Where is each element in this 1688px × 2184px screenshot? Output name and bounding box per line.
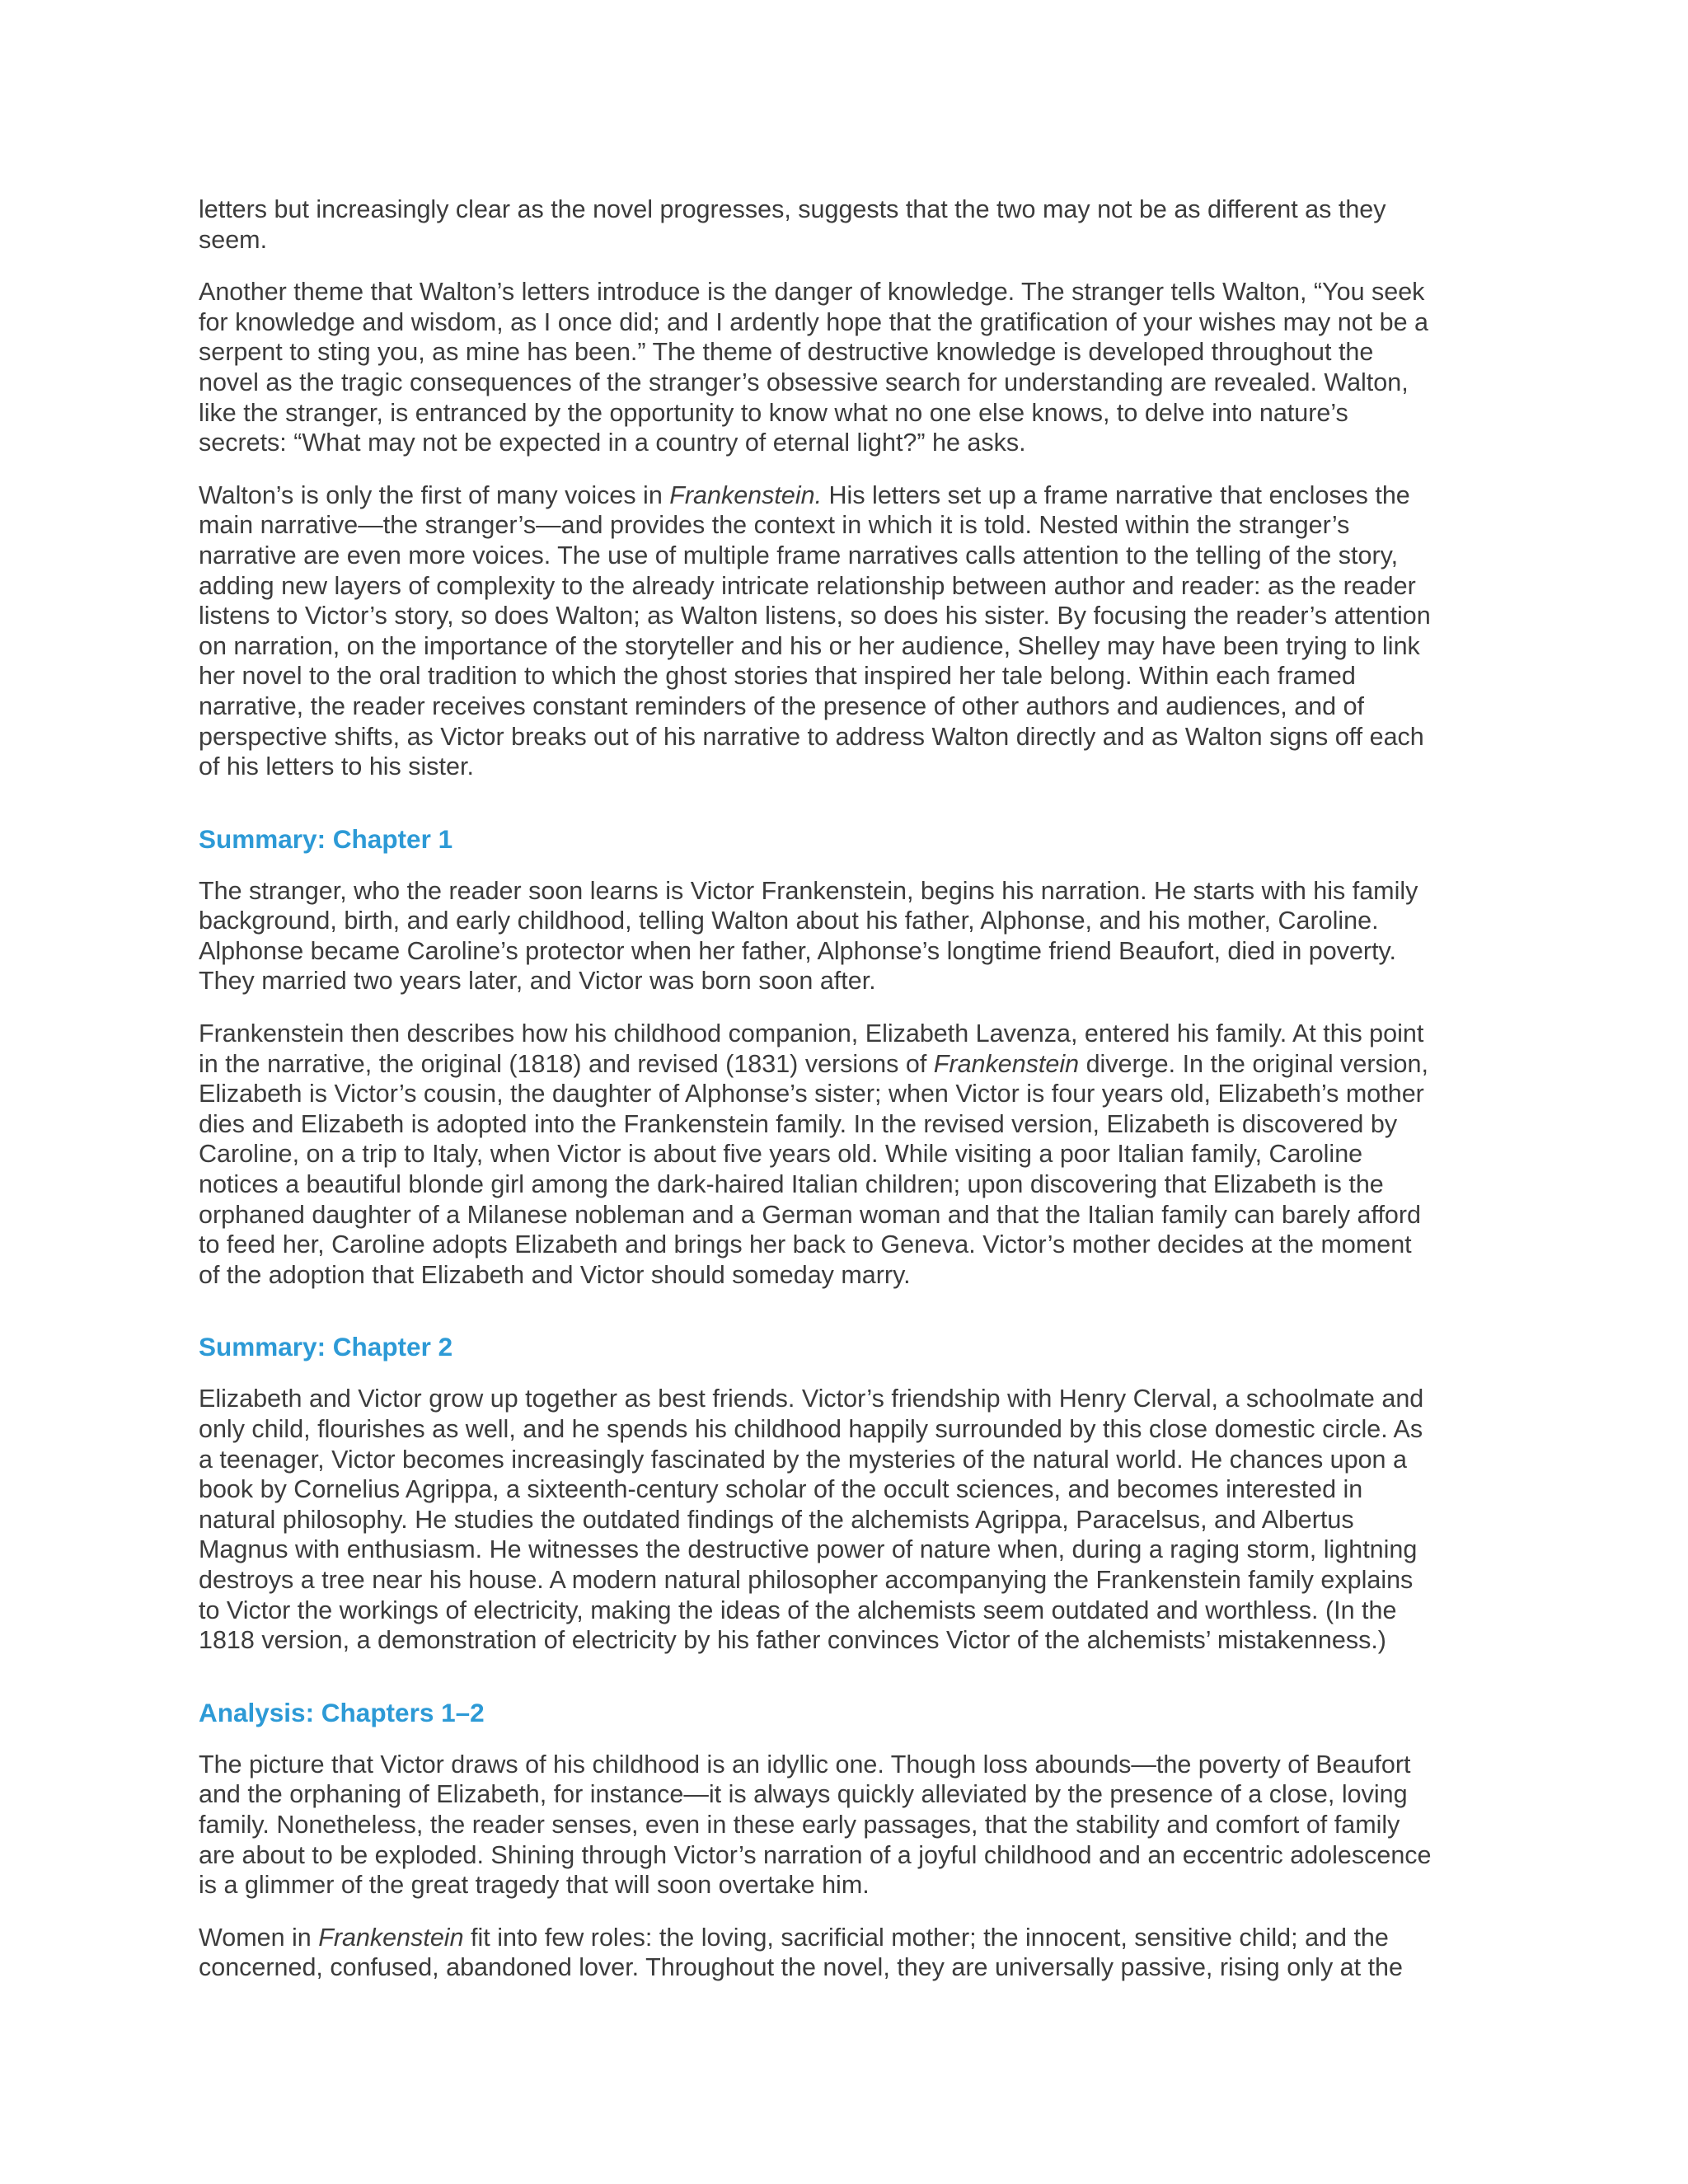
text-line: serpent to sting you, as mine has been.” The theme of destructive knowledge is developed throughout the bbox=[199, 338, 1374, 367]
text-line: Elizabeth and Victor grow up together as best friends. Victor’s friendship with Henry Clerval, a schoolmate and bbox=[199, 1385, 1424, 1413]
text-line: narrative, the reader receives constant reminders of the presence of other authors and audiences, and of bbox=[199, 691, 1365, 720]
text-line: letters but increasingly clear as the novel progresses, suggests that the two may not be as different as they bbox=[199, 195, 1386, 223]
text-line: only child, flourishes as well, and he spends his childhood happily surrounded by this close domestic circle. As bbox=[199, 1415, 1423, 1443]
text-segment: His letters set up a frame narrative that encloses the bbox=[822, 480, 1410, 509]
paragraph-continuation bbox=[199, 194, 1493, 255]
text-line: destroys a tree near his house. A modern natural philosopher accompanying the Frankenstein family explains bbox=[199, 1565, 1414, 1594]
text-line: book by Cornelius Agrippa, a sixteenth-century scholar of the occult sciences, and becomes interested in bbox=[199, 1475, 1363, 1504]
text-line: Frankenstein then describes how his childhood companion, Elizabeth Lavenza, entered his family. At this point bbox=[199, 1019, 1424, 1048]
section-heading-summary-chapter-1: Summary: Chapter 1 bbox=[199, 823, 453, 854]
italic-title: Frankenstein bbox=[933, 1049, 1080, 1078]
text-line: The picture that Victor draws of his childhood is an idyllic one. Though loss abounds—the poverty of Beaufort bbox=[199, 1750, 1411, 1779]
section-heading-analysis-chapters-1-2: Analysis: Chapters 1–2 bbox=[199, 1697, 485, 1727]
text-line: of the adoption that Elizabeth and Victor should someday marry. bbox=[199, 1260, 911, 1289]
text-line: are about to be exploded. Shining through Victor’s narration of a joyful childhood and an eccentric adolescence bbox=[199, 1840, 1432, 1869]
section-heading-summary-chapter-2: Summary: Chapter 2 bbox=[199, 1332, 453, 1362]
text-line bbox=[199, 1923, 1493, 1953]
text-line: is a glimmer of the great tragedy that will soon overtake him. bbox=[199, 1871, 870, 1900]
text-line: concerned, confused, abandoned lover. Throughout the novel, they are universally passive, rising only at the bbox=[199, 1953, 1403, 1982]
text-segment: Women in bbox=[199, 1923, 319, 1952]
text-line: for knowledge and wisdom, as I once did; and I ardently hope that the gratification of your wishes may not be a bbox=[199, 307, 1428, 336]
italic-title: Frankenstein. bbox=[669, 480, 823, 509]
text-line: orphaned daughter of a Milanese nobleman and a German woman and that the Italian family can barely afford bbox=[199, 1200, 1422, 1229]
text-line: 1818 version, a demonstration of electricity by his father convinces Victor of the alchemists’ mistakenness.) bbox=[199, 1626, 1386, 1655]
document-page bbox=[199, 194, 1493, 2005]
text-line: novel as the tragic consequences of the stranger’s obsessive search for understanding are revealed. Walton, bbox=[199, 368, 1409, 396]
text-line: The stranger, who the reader soon learns is Victor Frankenstein, begins his narration. He starts with his family bbox=[199, 876, 1418, 905]
text-line: family. Nonetheless, the reader senses, even in these early passages, that the stability and comfort of family bbox=[199, 1810, 1400, 1839]
paragraph-childhood bbox=[199, 1384, 1493, 1655]
text-line: of his letters to his sister. bbox=[199, 752, 474, 781]
text-line: and the orphaning of Elizabeth, for instance—it is always quickly alleviated by the presence of a close, loving bbox=[199, 1780, 1408, 1809]
text-line bbox=[199, 1049, 1493, 1080]
text-segment: Walton’s is only the first of many voices in bbox=[199, 480, 670, 509]
text-segment: in the narrative, the original (1818) and revised (1831) versions of bbox=[199, 1049, 934, 1078]
text-line bbox=[199, 480, 1493, 511]
text-line: Caroline, on a trip to Italy, when Victor is about five years old. While visiting a poor Italian family, Caroline bbox=[199, 1140, 1363, 1169]
text-line: Alphonse became Caroline’s protector when her father, Alphonse’s longtime friend Beaufort, died in poverty. bbox=[199, 936, 1397, 965]
text-line: her novel to the oral tradition to which the ghost stories that inspired her tale belong. Within each framed bbox=[199, 662, 1356, 691]
text-line: a teenager, Victor becomes increasingly fascinated by the mysteries of the natural world. He chances upon a bbox=[199, 1445, 1407, 1474]
paragraph-elizabeth bbox=[199, 1019, 1493, 1290]
text-line: natural philosophy. He studies the outdated findings of the alchemists Agrippa, Paracelsus, and Albertus bbox=[199, 1505, 1354, 1534]
text-line: to Victor the workings of electricity, making the ideas of the alchemists seem outdated and worthless. (In the bbox=[199, 1596, 1397, 1624]
text-line: perspective shifts, as Victor breaks out of his narrative to address Walton directly and as Walton signs off each bbox=[199, 722, 1424, 751]
text-line: narrative are even more voices. The use of multiple frame narratives calls attention to the telling of the story, bbox=[199, 541, 1399, 569]
text-line: Elizabeth is Victor’s cousin, the daughter of Alphonse’s sister; when Victor is four years old, Elizabeth’s mother bbox=[199, 1080, 1424, 1108]
paragraph-danger-of-knowledge bbox=[199, 277, 1493, 458]
text-line: Another theme that Walton’s letters introduce is the danger of knowledge. The stranger tells Walton, “You seek bbox=[199, 278, 1425, 307]
text-line: notices a beautiful blonde girl among the dark-haired Italian children; upon discovering that Elizabeth is the bbox=[199, 1170, 1384, 1199]
text-line: on narration, on the importance of the storyteller and his or her audience, Shelley may have been trying to link bbox=[199, 631, 1420, 660]
text-line: background, birth, and early childhood, telling Walton about his father, Alphonse, and his mother, Caroline. bbox=[199, 907, 1379, 935]
paragraph-frame-narrative bbox=[199, 480, 1493, 782]
text-line: to feed her, Caroline adopts Elizabeth and brings her back to Geneva. Victor’s mother decides at the moment bbox=[199, 1230, 1412, 1259]
paragraph-women-roles bbox=[199, 1923, 1493, 1983]
text-segment: diverge. In the original version, bbox=[1079, 1049, 1428, 1078]
text-line: secrets: “What may not be expected in a country of eternal light?” he asks. bbox=[199, 429, 1026, 457]
text-line: dies and Elizabeth is adopted into the Frankenstein family. In the revised version, Elizabeth is discovered by bbox=[199, 1109, 1398, 1138]
text-line: seem. bbox=[199, 225, 268, 254]
text-line: main narrative—the stranger’s—and provides the context in which it is told. Nested within the stranger’s bbox=[199, 511, 1350, 540]
text-line: Magnus with enthusiasm. He witnesses the destructive power of nature when, during a raging storm, lightning bbox=[199, 1535, 1418, 1564]
paragraph-family-background bbox=[199, 876, 1493, 996]
text-line: like the stranger, is entranced by the opportunity to know what no one else knows, to delve into nature’s bbox=[199, 398, 1348, 427]
text-line: They married two years later, and Victor was born soon after. bbox=[199, 967, 876, 996]
text-segment: fit into few roles: the loving, sacrificial mother; the innocent, sensitive child; and the bbox=[463, 1923, 1389, 1952]
paragraph-idyllic-childhood bbox=[199, 1750, 1493, 1900]
italic-title: Frankenstein bbox=[318, 1923, 464, 1952]
text-line: listens to Victor’s story, so does Walton; as Walton listens, so does his sister. By focusing the reader’s attention bbox=[199, 602, 1431, 630]
text-line: adding new layers of complexity to the already intricate relationship between author and reader: as the reader bbox=[199, 571, 1416, 600]
